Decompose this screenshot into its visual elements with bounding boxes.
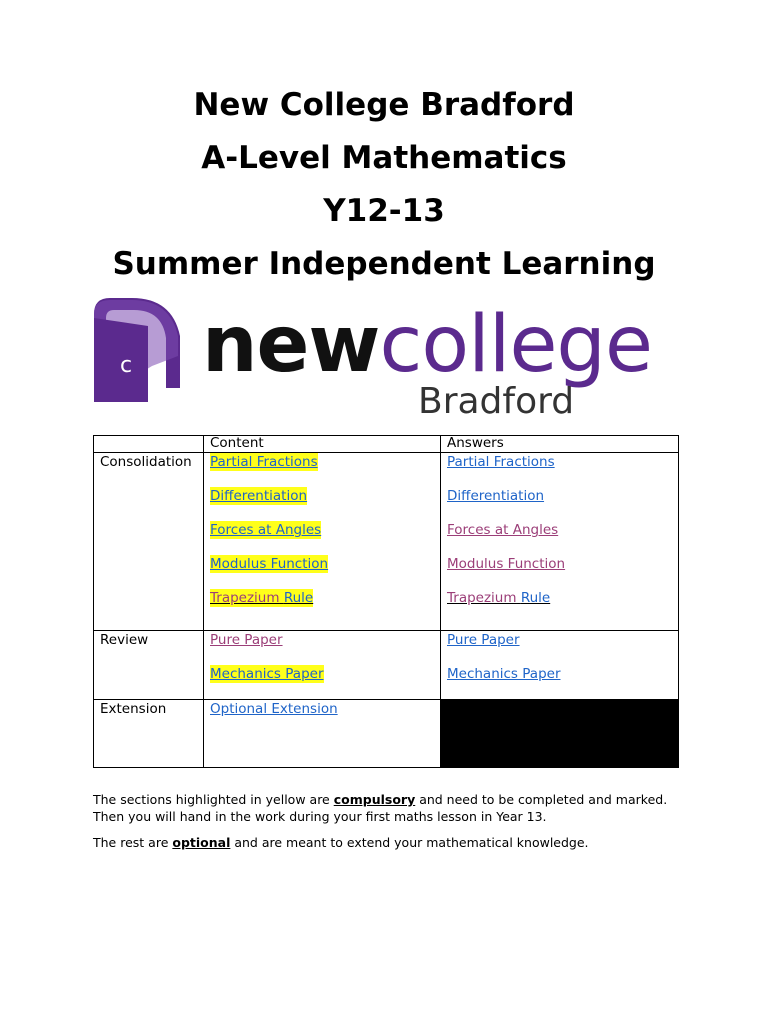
- table-row-extension: [94, 700, 679, 768]
- document-title-block: [0, 82, 768, 294]
- content-link-modulus-function[interactable]: Modulus Function: [210, 556, 329, 572]
- answers-cell-review: [441, 631, 679, 700]
- logo-subtitle: Bradford: [418, 381, 575, 422]
- content-link-trapezium-rule[interactable]: [210, 589, 313, 607]
- note-text: and need to be completed and marked.: [415, 792, 668, 807]
- content-link-forces-at-angles[interactable]: Forces at Angles: [210, 522, 322, 538]
- note-text: The sections highlighted in yellow are: [93, 792, 334, 807]
- content-link-partial-fractions[interactable]: Partial Fractions: [210, 454, 318, 470]
- table-row-review: [94, 631, 679, 700]
- content-link-differentiation[interactable]: Differentiation: [210, 488, 308, 504]
- note-text: and are meant to extend your mathematical knowledge.: [230, 835, 589, 850]
- answer-link-trapezium-rule[interactable]: [447, 589, 550, 607]
- header-empty-cell: [94, 436, 204, 453]
- row-label-consolidation: Consolidation: [94, 453, 204, 631]
- answer-link-mechanics-paper[interactable]: Mechanics Paper: [447, 666, 561, 682]
- row-label-extension: Extension: [94, 700, 204, 768]
- logo-word-new: new: [202, 300, 380, 390]
- content-link-rule-word: Rule: [283, 590, 314, 606]
- answer-link-partial-fractions[interactable]: Partial Fractions: [447, 454, 555, 470]
- logo-wordmark: [202, 302, 652, 388]
- resources-table: [93, 435, 679, 768]
- content-cell-consolidation: [204, 453, 441, 631]
- answer-link-forces-at-angles[interactable]: Forces at Angles: [447, 522, 559, 538]
- table-header-row: [94, 436, 679, 453]
- title-subject: A-Level Mathematics: [201, 140, 567, 176]
- note-compulsory: [93, 792, 713, 825]
- content-link-pure-paper[interactable]: Pure Paper: [210, 632, 283, 648]
- note-emphasis-optional: optional: [172, 835, 231, 850]
- answer-link-pure-paper[interactable]: Pure Paper: [447, 632, 520, 648]
- title-years: Y12-13: [323, 193, 445, 229]
- note-text: The rest are: [93, 835, 173, 850]
- answers-cell-consolidation: [441, 453, 679, 631]
- row-label-review: Review: [94, 631, 204, 700]
- table-row-consolidation: [94, 453, 679, 631]
- header-answers: Answers: [441, 436, 679, 453]
- door-badge-icon: [92, 296, 184, 406]
- answer-link-trapezium-word: Trapezium: [447, 590, 517, 606]
- title-programme: Summer Independent Learning: [112, 246, 656, 282]
- note-text: Then you will hand in the work during your first maths lesson in Year 13.: [93, 808, 547, 824]
- content-cell-review: [204, 631, 441, 700]
- note-optional: [93, 835, 713, 852]
- answer-link-rule-word: Rule: [520, 590, 551, 606]
- content-link-trapezium-word: Trapezium: [210, 590, 280, 606]
- content-link-optional-extension[interactable]: Optional Extension: [210, 701, 338, 717]
- logo-word-college: college: [379, 300, 652, 390]
- answers-cell-extension-redacted: [441, 700, 679, 768]
- content-cell-extension: [204, 700, 441, 768]
- title-college-name: New College Bradford: [193, 87, 575, 123]
- college-logo: [92, 294, 672, 426]
- header-content: Content: [204, 436, 441, 453]
- answer-link-differentiation[interactable]: Differentiation: [447, 488, 545, 504]
- answer-link-modulus-function[interactable]: Modulus Function: [447, 556, 566, 572]
- svg-text:c: c: [120, 353, 133, 378]
- content-link-mechanics-paper[interactable]: Mechanics Paper: [210, 666, 324, 682]
- instructions-notes: [93, 792, 713, 862]
- note-emphasis-compulsory: compulsory: [333, 792, 416, 807]
